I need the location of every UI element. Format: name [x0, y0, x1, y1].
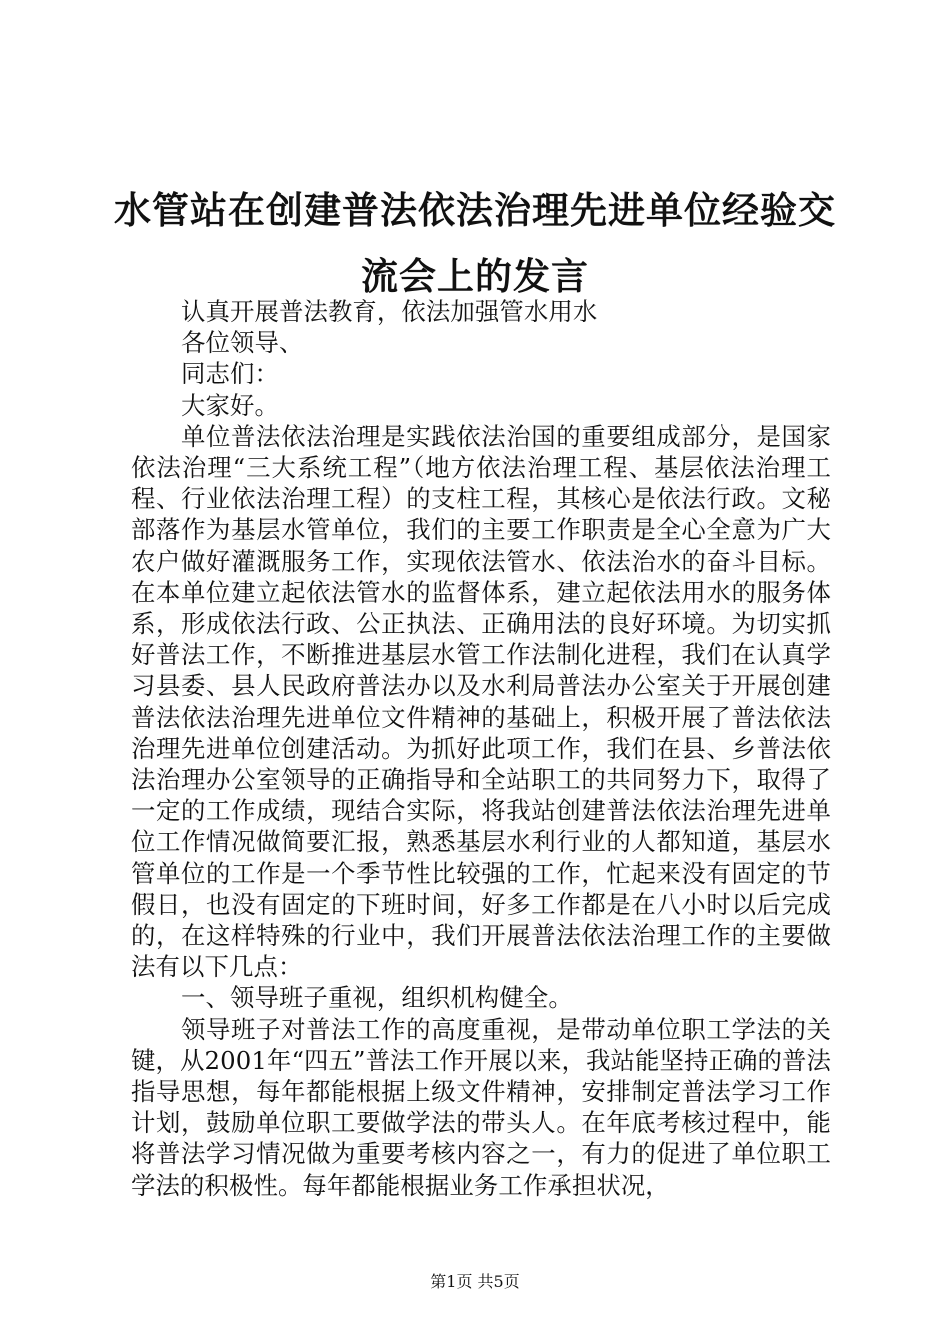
- document-body: [131, 296, 831, 1201]
- page-footer: 第1页 共5页: [430, 1272, 520, 1291]
- paragraph-section-1: 领导班子对普法工作的高度重视，是带动单位职工学法的关键，从2001年“四五”普法工作开展以来，我站能坚持正确的普法指导思想，每年都能根据上级文件精神，安排制定普法学习工作计划，鼓励单位职工要做学法的带头人。在年底考核过程中，能将普法学习情况做为重要考核内容之一，有力的促进了单位职工学法的积极性。每年都能根据业务工作承担状况，: [131, 1014, 831, 1200]
- salutation-leaders: 各位领导、: [181, 328, 304, 358]
- section-heading-1: 一、领导班子重视，组织机构健全。: [181, 983, 573, 1013]
- subtitle-line: 认真开展普法教育，依法加强管水用水: [181, 297, 598, 326]
- greeting: 大家好。: [181, 390, 279, 420]
- salutation-comrades: 同志们：: [181, 359, 279, 389]
- paragraph-intro: 单位普法依法治理是实践依法治国的重要组成部分，是国家依法治理“三大系统工程”（地方依法治理工程、基层依法治理工程、行业依法治理工程）的支柱工程，其核心是依法行政。文秘部落作为基层水管单位，我们的主要工作职责是全心全意为广大农户做好灌溉服务工作，实现依法管水、依法治水的奋斗目标。在本单位建立起依法管水的监督体系，建立起依法用水的服务体系，形成依法行政、公正执法、正确用法的良好环境。为切实抓好普法工作，不断推进基层水管工作法制化进程，我们在认真学习县委、县人民政府普法办以及水利局普法办公室关于开展创建普法依法治理先进单位文件精神的基础上，积极开展了普法依法治理先进单位创建活动。为抓好此项工作，我们在县、乡普法依法治理办公室领导的正确指导和全站职工的共同努力下，取得了一定的工作成绩，现结合实际，将我站创建普法依法治理先进单位工作情况做简要汇报，熟悉基层水利行业的人都知道，基层水管单位的工作是一个季节性比较强的工作，忙起来没有固定的节假日，也没有固定的下班时间，好多工作都是在八小时以后完成的，在这样特殊的行业中，我们开展普法依法治理工作的主要做法有以下几点：: [131, 421, 831, 982]
- document-title: 水管站在创建普法依法治理先进单位经验交流会上的发言: [114, 189, 836, 298]
